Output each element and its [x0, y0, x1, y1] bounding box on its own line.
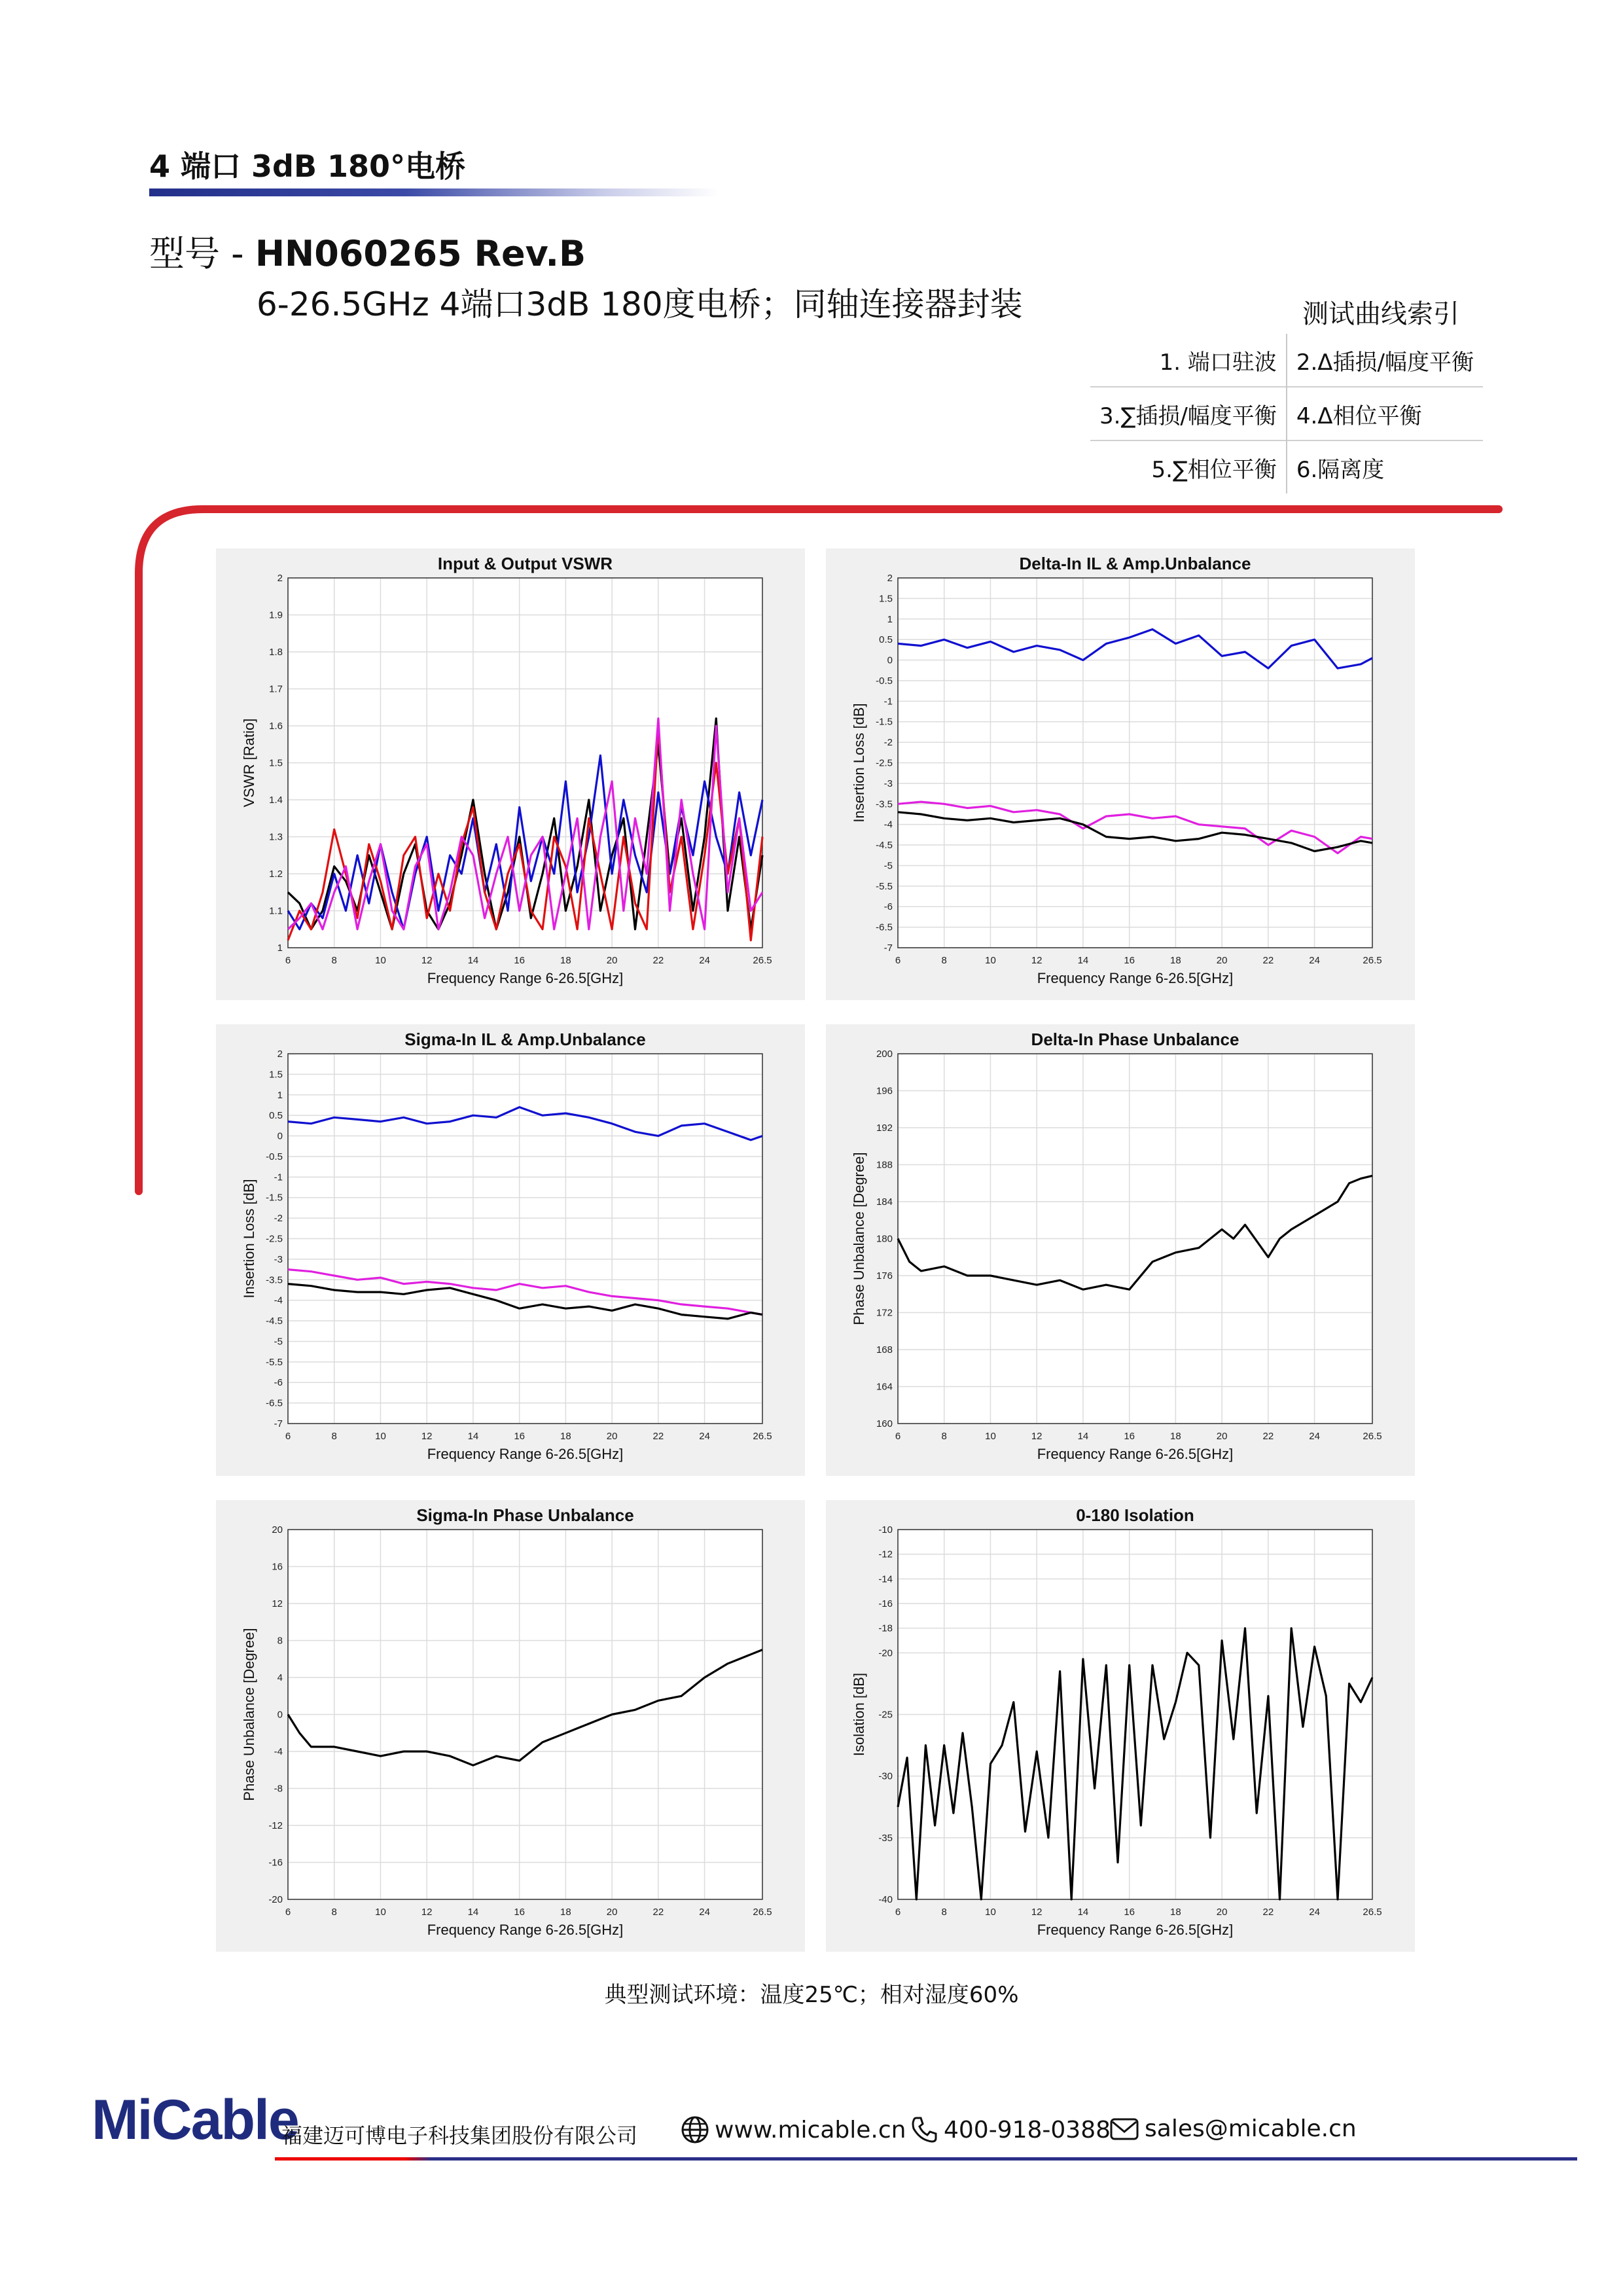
- chart-isolation: [826, 1500, 1415, 1952]
- y-tick-label: 0: [277, 1130, 283, 1142]
- footer-divider: [275, 2157, 1577, 2161]
- x-tick-label: 12: [421, 955, 433, 966]
- x-axis-label: Frequency Range 6-26.5[GHz]: [1037, 970, 1234, 986]
- index-cell: 1. 端口驻波: [1090, 334, 1287, 387]
- y-tick-label: -6: [274, 1377, 283, 1389]
- x-tick-label: 14: [467, 1907, 479, 1918]
- y-tick-label: -5: [883, 860, 893, 872]
- x-tick-label: 10: [985, 1907, 996, 1918]
- y-tick-label: -1: [274, 1172, 283, 1183]
- y-tick-label: 12: [272, 1598, 283, 1609]
- index-table: [1090, 334, 1483, 493]
- x-tick-label: 20: [1216, 1431, 1228, 1442]
- y-tick-label: -7: [274, 1418, 283, 1429]
- footer: [92, 2088, 1499, 2166]
- y-tick-label: -25: [878, 1709, 893, 1721]
- x-tick-label: 18: [1170, 1431, 1181, 1442]
- y-tick-label: 0.5: [879, 634, 893, 646]
- y-axis-label: Insertion Loss [dB]: [851, 703, 867, 823]
- y-axis-label: Phase Unbalance [Degree]: [851, 1152, 867, 1325]
- y-tick-label: 1.3: [269, 831, 283, 843]
- y-axis-label: VSWR [Ratio]: [241, 718, 257, 808]
- y-tick-label: 200: [876, 1049, 893, 1060]
- y-tick-label: 0: [277, 1709, 283, 1721]
- index-row: [1090, 440, 1483, 493]
- x-tick-label: 24: [1309, 955, 1320, 966]
- chart-title: Sigma-In IL & Amp.Unbalance: [404, 1030, 646, 1049]
- y-axis-label: Phase Unbalance [Degree]: [241, 1628, 257, 1801]
- y-tick-label: -5: [274, 1336, 283, 1348]
- brand-logo: MiCable: [92, 2089, 298, 2151]
- x-tick-label: 22: [1262, 1907, 1274, 1918]
- website-link[interactable]: [681, 2115, 906, 2144]
- x-tick-label: 10: [985, 955, 996, 966]
- y-tick-label: 1.9: [269, 609, 283, 621]
- x-tick-label: 24: [699, 1907, 710, 1918]
- x-tick-label: 22: [652, 1431, 664, 1442]
- y-tick-label: -2.5: [266, 1233, 283, 1245]
- y-axis-label: Insertion Loss [dB]: [241, 1179, 257, 1299]
- title-underline: [149, 188, 719, 196]
- y-tick-label: -4.5: [266, 1316, 283, 1327]
- x-tick-label: 8: [941, 1431, 947, 1442]
- y-tick-label: 1.7: [269, 683, 283, 695]
- y-tick-label: -4.5: [876, 840, 893, 852]
- x-tick-label: 22: [1262, 955, 1274, 966]
- phone-icon: [910, 2115, 938, 2144]
- email-link[interactable]: [1109, 2115, 1357, 2142]
- x-tick-label: 26.5: [1363, 1907, 1382, 1918]
- index-title: 测试曲线索引: [1302, 299, 1459, 329]
- y-tick-label: -12: [878, 1549, 893, 1560]
- y-tick-label: -2.5: [876, 757, 893, 769]
- chart-svg: [826, 548, 1415, 1000]
- model-description: 6-26.5GHz 4端口3dB 180度电桥；同轴连接器封装: [257, 285, 1023, 323]
- chart-title: 0-180 Isolation: [1076, 1505, 1194, 1525]
- chart-vswr: [216, 548, 805, 1000]
- x-tick-label: 6: [285, 1431, 291, 1442]
- x-tick-label: 8: [331, 955, 337, 966]
- y-tick-label: -20: [268, 1894, 283, 1905]
- x-tick-label: 24: [699, 1431, 710, 1442]
- y-tick-label: 1: [887, 613, 893, 625]
- x-tick-label: 8: [331, 1431, 337, 1442]
- chart-sigma-il: [216, 1024, 805, 1476]
- index-row: [1090, 334, 1483, 387]
- y-tick-label: 1.5: [269, 757, 283, 769]
- y-tick-label: -6: [883, 901, 893, 913]
- y-tick-label: 1: [277, 942, 283, 954]
- y-tick-label: -5.5: [876, 880, 893, 892]
- x-tick-label: 6: [895, 1431, 901, 1442]
- x-tick-label: 26.5: [753, 955, 772, 966]
- y-tick-label: 168: [876, 1344, 893, 1355]
- mail-icon: [1109, 2116, 1139, 2142]
- chart-title: Delta-In IL & Amp.Unbalance: [1019, 554, 1251, 573]
- section-title: 4 端口 3dB 180°电桥: [149, 149, 466, 184]
- y-tick-label: -1: [883, 696, 893, 708]
- chart-title: Input & Output VSWR: [437, 554, 613, 573]
- y-tick-label: -1.5: [266, 1192, 283, 1204]
- x-tick-label: 20: [1216, 955, 1228, 966]
- x-tick-label: 14: [467, 1431, 479, 1442]
- x-tick-label: 22: [1262, 1431, 1274, 1442]
- phone-link[interactable]: [910, 2115, 1111, 2144]
- model-number: HN060265 Rev.B: [255, 233, 586, 274]
- y-tick-label: 0.5: [269, 1110, 283, 1122]
- email-text: sales@micable.cn: [1145, 2115, 1357, 2142]
- y-tick-label: -8: [274, 1783, 283, 1795]
- x-tick-label: 20: [606, 1907, 618, 1918]
- index-cell: 6.隔离度: [1296, 456, 1385, 483]
- y-tick-label: -4: [274, 1746, 283, 1757]
- globe-icon: [681, 2115, 709, 2144]
- x-tick-label: 16: [1124, 955, 1135, 966]
- chart-delta-phase: [826, 1024, 1415, 1476]
- x-tick-label: 10: [375, 955, 386, 966]
- y-tick-label: -6.5: [266, 1397, 283, 1409]
- x-axis-label: Frequency Range 6-26.5[GHz]: [427, 970, 624, 986]
- x-tick-label: 16: [514, 955, 526, 966]
- x-tick-label: 14: [1077, 1907, 1089, 1918]
- x-tick-label: 16: [514, 1431, 526, 1442]
- x-tick-label: 18: [560, 955, 571, 966]
- y-tick-label: -16: [878, 1598, 893, 1609]
- index-cell: 3.∑插损/幅度平衡: [1090, 387, 1287, 440]
- y-tick-label: -4: [274, 1295, 283, 1306]
- y-tick-label: 196: [876, 1085, 893, 1097]
- index-row: [1090, 387, 1483, 440]
- x-tick-label: 12: [421, 1431, 433, 1442]
- y-tick-label: 1.8: [269, 647, 283, 658]
- y-tick-label: 2: [277, 1049, 283, 1060]
- phone-text: 400-918-0388: [944, 2116, 1111, 2144]
- x-tick-label: 24: [1309, 1431, 1320, 1442]
- y-tick-label: -7: [883, 942, 893, 954]
- chart-title: Delta-In Phase Unbalance: [1031, 1030, 1240, 1049]
- y-tick-label: 20: [272, 1524, 283, 1535]
- x-tick-label: 12: [1031, 955, 1043, 966]
- x-tick-label: 16: [1124, 1907, 1135, 1918]
- x-tick-label: 18: [560, 1431, 571, 1442]
- y-tick-label: -3.5: [266, 1274, 283, 1286]
- chart-svg: [216, 1500, 805, 1952]
- y-tick-label: -10: [878, 1524, 893, 1535]
- y-tick-label: 188: [876, 1159, 893, 1171]
- x-axis-label: Frequency Range 6-26.5[GHz]: [1037, 1922, 1234, 1938]
- y-tick-label: 184: [876, 1196, 893, 1208]
- x-tick-label: 10: [375, 1907, 386, 1918]
- y-tick-label: -14: [878, 1573, 893, 1585]
- x-tick-label: 12: [1031, 1907, 1043, 1918]
- y-tick-label: -2: [274, 1213, 283, 1225]
- y-tick-label: -40: [878, 1894, 893, 1905]
- chart-delta-il: [826, 548, 1415, 1000]
- x-tick-label: 26.5: [753, 1907, 772, 1918]
- y-tick-label: -2: [883, 737, 893, 749]
- x-tick-label: 12: [1031, 1431, 1043, 1442]
- y-tick-label: -5.5: [266, 1356, 283, 1368]
- y-tick-label: 1.6: [269, 721, 283, 732]
- y-tick-label: -12: [268, 1820, 283, 1831]
- chart-svg: [826, 1500, 1415, 1952]
- y-tick-label: -35: [878, 1832, 893, 1844]
- test-environment-note: 典型测试环境：温度25℃；相对湿度60%: [604, 1982, 1019, 2008]
- y-tick-label: -0.5: [266, 1151, 283, 1162]
- y-tick-label: -0.5: [876, 675, 893, 687]
- chart-sigma-phase: [216, 1500, 805, 1952]
- x-tick-label: 26.5: [753, 1431, 772, 1442]
- x-tick-label: 18: [560, 1907, 571, 1918]
- x-tick-label: 26.5: [1363, 955, 1382, 966]
- x-axis-label: Frequency Range 6-26.5[GHz]: [427, 1446, 624, 1462]
- x-tick-label: 14: [1077, 955, 1089, 966]
- x-tick-label: 16: [1124, 1431, 1135, 1442]
- x-tick-label: 10: [375, 1431, 386, 1442]
- chart-svg: [216, 1024, 805, 1476]
- index-cell: 2.Δ插损/幅度平衡: [1296, 349, 1474, 376]
- y-tick-label: 1.1: [269, 905, 283, 917]
- y-tick-label: 1.5: [879, 593, 893, 605]
- chart-title: Sigma-In Phase Unbalance: [416, 1505, 634, 1525]
- x-axis-label: Frequency Range 6-26.5[GHz]: [1037, 1446, 1234, 1462]
- x-tick-label: 24: [699, 955, 710, 966]
- y-tick-label: -3: [274, 1253, 283, 1265]
- y-tick-label: -18: [878, 1623, 893, 1634]
- x-axis-label: Frequency Range 6-26.5[GHz]: [427, 1922, 624, 1938]
- x-tick-label: 22: [652, 1907, 664, 1918]
- company-name: 福建迈可博电子科技集团股份有限公司: [281, 2123, 638, 2148]
- x-tick-label: 14: [1077, 1431, 1089, 1442]
- y-tick-label: 2: [887, 573, 893, 584]
- x-tick-label: 18: [1170, 1907, 1181, 1918]
- y-tick-label: 1.2: [269, 869, 283, 880]
- y-tick-label: 4: [277, 1672, 283, 1683]
- y-tick-label: 1.5: [269, 1069, 283, 1081]
- x-tick-label: 6: [895, 955, 901, 966]
- y-tick-label: -3: [883, 778, 893, 789]
- y-tick-label: 192: [876, 1122, 893, 1134]
- y-tick-label: 176: [876, 1270, 893, 1282]
- x-tick-label: 20: [606, 955, 618, 966]
- x-tick-label: 8: [331, 1907, 337, 1918]
- x-tick-label: 6: [285, 955, 291, 966]
- y-tick-label: 160: [876, 1418, 893, 1429]
- y-tick-label: -4: [883, 819, 893, 831]
- x-tick-label: 12: [421, 1907, 433, 1918]
- y-tick-label: -1.5: [876, 716, 893, 728]
- x-tick-label: 6: [895, 1907, 901, 1918]
- x-tick-label: 20: [1216, 1907, 1228, 1918]
- x-tick-label: 26.5: [1363, 1431, 1382, 1442]
- x-tick-label: 8: [941, 1907, 947, 1918]
- x-tick-label: 20: [606, 1431, 618, 1442]
- x-tick-label: 6: [285, 1907, 291, 1918]
- x-tick-label: 14: [467, 955, 479, 966]
- y-axis-label: Isolation [dB]: [851, 1672, 867, 1757]
- y-tick-label: -30: [878, 1770, 893, 1782]
- website-text: www.micable.cn: [715, 2116, 906, 2144]
- x-tick-label: 10: [985, 1431, 996, 1442]
- y-tick-label: 164: [876, 1381, 893, 1393]
- y-tick-label: 0: [887, 655, 893, 666]
- y-tick-label: -6.5: [876, 922, 893, 933]
- y-tick-label: 1.4: [269, 795, 283, 806]
- model-prefix: 型号 -: [149, 233, 255, 274]
- y-tick-label: 2: [277, 573, 283, 584]
- index-cell: 4.Δ相位平衡: [1296, 403, 1422, 429]
- y-tick-label: -3.5: [876, 798, 893, 810]
- y-tick-label: 1: [277, 1089, 283, 1101]
- y-tick-label: 180: [876, 1233, 893, 1245]
- y-tick-label: -20: [878, 1647, 893, 1659]
- y-tick-label: 172: [876, 1307, 893, 1319]
- y-tick-label: -16: [268, 1857, 283, 1869]
- x-tick-label: 22: [652, 955, 664, 966]
- y-tick-label: 8: [277, 1635, 283, 1647]
- chart-svg: [826, 1024, 1415, 1476]
- model-line: [149, 226, 586, 276]
- x-tick-label: 24: [1309, 1907, 1320, 1918]
- y-tick-label: 16: [272, 1561, 283, 1573]
- x-tick-label: 16: [514, 1907, 526, 1918]
- chart-svg: [216, 548, 805, 1000]
- x-tick-label: 18: [1170, 955, 1181, 966]
- x-tick-label: 8: [941, 955, 947, 966]
- index-cell: 5.∑相位平衡: [1090, 440, 1287, 493]
